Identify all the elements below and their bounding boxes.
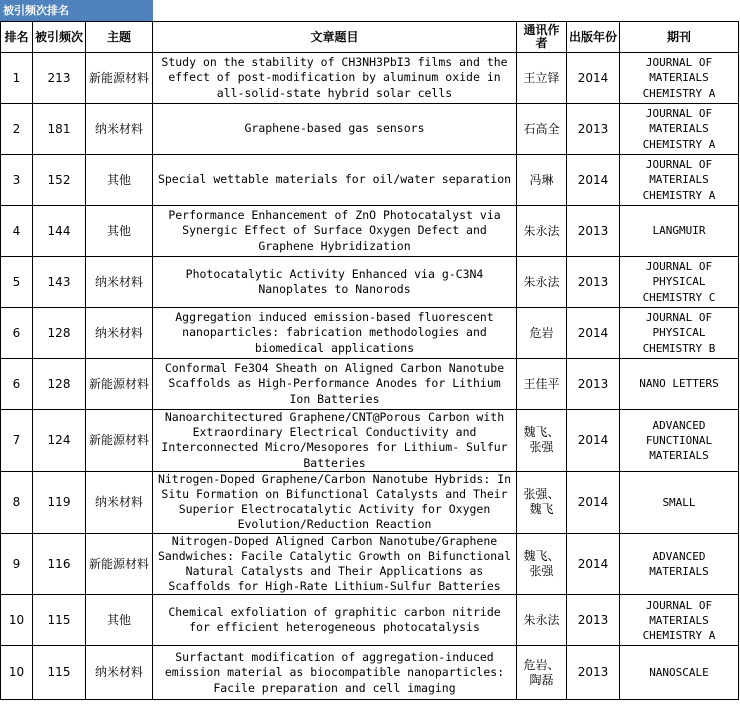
cell-year[interactable]: 2013 <box>567 646 620 700</box>
table-row <box>1 359 739 410</box>
cell-topic[interactable]: 其他 <box>86 206 153 257</box>
cell-title[interactable]: Aggregation induced emission-based fluorescent nanoparticles: fabrication methodologies and biomedical applications <box>153 308 517 359</box>
table-row <box>1 257 739 308</box>
cell-year[interactable]: 2014 <box>567 410 620 472</box>
cell-rank[interactable]: 9 <box>1 533 33 595</box>
cell-rank[interactable]: 6 <box>1 359 33 410</box>
header-author[interactable]: 通讯作者 <box>517 22 567 53</box>
cell-citations[interactable]: 213 <box>33 53 86 104</box>
cell-citations[interactable]: 144 <box>33 206 86 257</box>
header-topic[interactable]: 主题 <box>86 22 153 53</box>
table-row <box>1 410 739 472</box>
cell-author[interactable]: 冯琳 <box>517 155 567 206</box>
cell-year[interactable]: 2014 <box>567 155 620 206</box>
cell-topic[interactable]: 新能源材料 <box>86 533 153 595</box>
cell-journal[interactable]: JOURNAL OF MATERIALS CHEMISTRY A <box>620 155 739 206</box>
cell-title[interactable]: Chemical exfoliation of graphitic carbon nitride for efficient heterogeneous photocatalysis <box>153 595 517 646</box>
cell-year[interactable]: 2013 <box>567 359 620 410</box>
cell-topic[interactable]: 新能源材料 <box>86 359 153 410</box>
cell-citations[interactable]: 124 <box>33 410 86 472</box>
cell-title[interactable]: Nitrogen-Doped Graphene/Carbon Nanotube Hybrids: In Situ Formation on Bifunctional Catalysts and Their Superior Electrocatalytic Activity for Oxygen Evolution/Reduction Reaction <box>153 471 517 533</box>
cell-citations[interactable]: 128 <box>33 359 86 410</box>
sheet-title-tab[interactable]: 被引频次排名 <box>0 0 153 21</box>
cell-topic[interactable]: 新能源材料 <box>86 53 153 104</box>
cell-title[interactable]: Photocatalytic Activity Enhanced via g-C3N4 Nanoplates to Nanorods <box>153 257 517 308</box>
table-row <box>1 53 739 104</box>
cell-rank[interactable]: 10 <box>1 595 33 646</box>
cell-citations[interactable]: 152 <box>33 155 86 206</box>
cell-year[interactable]: 2014 <box>567 53 620 104</box>
cell-title[interactable]: Nanoarchitectured Graphene/CNT@Porous Carbon with Extraordinary Electrical Conductivity and Interconnected Micro/Mesopores for Lithium- Sulfur Batteries <box>153 410 517 472</box>
cell-citations[interactable]: 143 <box>33 257 86 308</box>
cell-author[interactable]: 危岩、陶磊 <box>517 646 567 700</box>
cell-year[interactable]: 2014 <box>567 533 620 595</box>
cell-journal[interactable]: JOURNAL OF MATERIALS CHEMISTRY A <box>620 104 739 155</box>
cell-title[interactable]: Conformal Fe3O4 Sheath on Aligned Carbon Nanotube Scaffolds as High-Performance Anodes for Lithium Ion Batteries <box>153 359 517 410</box>
cell-rank[interactable]: 5 <box>1 257 33 308</box>
cell-title[interactable]: Study on the stability of CH3NH3PbI3 films and the effect of post-modification by aluminum oxide in all-solid-state hybrid solar cells <box>153 53 517 104</box>
cell-citations[interactable]: 115 <box>33 646 86 700</box>
table-row <box>1 595 739 646</box>
cell-year[interactable]: 2013 <box>567 104 620 155</box>
cell-journal[interactable]: JOURNAL OF PHYSICAL CHEMISTRY C <box>620 257 739 308</box>
cell-topic[interactable]: 其他 <box>86 595 153 646</box>
cell-author[interactable]: 朱永法 <box>517 257 567 308</box>
cell-journal[interactable]: JOURNAL OF MATERIALS CHEMISTRY A <box>620 595 739 646</box>
cell-topic[interactable]: 纳米材料 <box>86 471 153 533</box>
cell-citations[interactable]: 115 <box>33 595 86 646</box>
table-row <box>1 206 739 257</box>
header-row <box>1 22 739 53</box>
cell-citations[interactable]: 181 <box>33 104 86 155</box>
cell-author[interactable]: 石高全 <box>517 104 567 155</box>
cell-journal[interactable]: JOURNAL OF PHYSICAL CHEMISTRY B <box>620 308 739 359</box>
cell-journal[interactable]: LANGMUIR <box>620 206 739 257</box>
cell-topic[interactable]: 纳米材料 <box>86 104 153 155</box>
cell-journal[interactable]: NANO LETTERS <box>620 359 739 410</box>
cell-rank[interactable]: 1 <box>1 53 33 104</box>
cell-title[interactable]: Performance Enhancement of ZnO Photocatalyst via Synergic Effect of Surface Oxygen Defect and Graphene Hybridization <box>153 206 517 257</box>
cell-year[interactable]: 2013 <box>567 206 620 257</box>
cell-topic[interactable]: 其他 <box>86 155 153 206</box>
cell-title[interactable]: Special wettable materials for oil/water separation <box>153 155 517 206</box>
cell-topic[interactable]: 新能源材料 <box>86 410 153 472</box>
cell-citations[interactable]: 128 <box>33 308 86 359</box>
citation-ranking-table <box>0 21 739 700</box>
header-title[interactable]: 文章题目 <box>153 22 517 53</box>
cell-title[interactable]: Surfactant modification of aggregation-induced emission material as biocompatible nanoparticles: Facile preparation and cell imaging <box>153 646 517 700</box>
cell-year[interactable]: 2013 <box>567 257 620 308</box>
cell-rank[interactable]: 3 <box>1 155 33 206</box>
cell-citations[interactable]: 116 <box>33 533 86 595</box>
cell-journal[interactable]: JOURNAL OF MATERIALS CHEMISTRY A <box>620 53 739 104</box>
cell-author[interactable]: 朱永法 <box>517 206 567 257</box>
cell-journal[interactable]: ADVANCED MATERIALS <box>620 533 739 595</box>
cell-author[interactable]: 魏飞、张强 <box>517 533 567 595</box>
cell-author[interactable]: 魏飞、张强 <box>517 410 567 472</box>
cell-rank[interactable]: 10 <box>1 646 33 700</box>
cell-rank[interactable]: 2 <box>1 104 33 155</box>
cell-title[interactable]: Nitrogen-Doped Aligned Carbon Nanotube/Graphene Sandwiches: Facile Catalytic Growth on Bifunctional Natural Catalysts and Their Applications as Scaffolds for High-Rate Lithium-Sulfur Batteries <box>153 533 517 595</box>
cell-rank[interactable]: 6 <box>1 308 33 359</box>
cell-rank[interactable]: 4 <box>1 206 33 257</box>
cell-author[interactable]: 王佳平 <box>517 359 567 410</box>
cell-year[interactable]: 2013 <box>567 595 620 646</box>
header-journal[interactable]: 期刊 <box>620 22 739 53</box>
cell-journal[interactable]: NANOSCALE <box>620 646 739 700</box>
cell-rank[interactable]: 8 <box>1 471 33 533</box>
cell-topic[interactable]: 纳米材料 <box>86 257 153 308</box>
cell-author[interactable]: 朱永法 <box>517 595 567 646</box>
cell-topic[interactable]: 纳米材料 <box>86 646 153 700</box>
table-row <box>1 471 739 533</box>
cell-citations[interactable]: 119 <box>33 471 86 533</box>
header-year[interactable]: 出版年份 <box>567 22 620 53</box>
cell-journal[interactable]: SMALL <box>620 471 739 533</box>
header-rank[interactable]: 排名 <box>1 22 33 53</box>
table-row <box>1 104 739 155</box>
table-row <box>1 646 739 700</box>
cell-journal[interactable]: ADVANCED FUNCTIONAL MATERIALS <box>620 410 739 472</box>
cell-title[interactable]: Graphene-based gas sensors <box>153 104 517 155</box>
cell-year[interactable]: 2014 <box>567 308 620 359</box>
cell-author[interactable]: 王立铎 <box>517 53 567 104</box>
table-row <box>1 155 739 206</box>
cell-rank[interactable]: 7 <box>1 410 33 472</box>
table-row <box>1 533 739 595</box>
cell-topic[interactable]: 纳米材料 <box>86 308 153 359</box>
header-citations[interactable]: 被引频次 <box>33 22 86 53</box>
cell-author[interactable]: 张强、魏飞 <box>517 471 567 533</box>
cell-author[interactable]: 危岩 <box>517 308 567 359</box>
table-row <box>1 308 739 359</box>
cell-year[interactable]: 2014 <box>567 471 620 533</box>
